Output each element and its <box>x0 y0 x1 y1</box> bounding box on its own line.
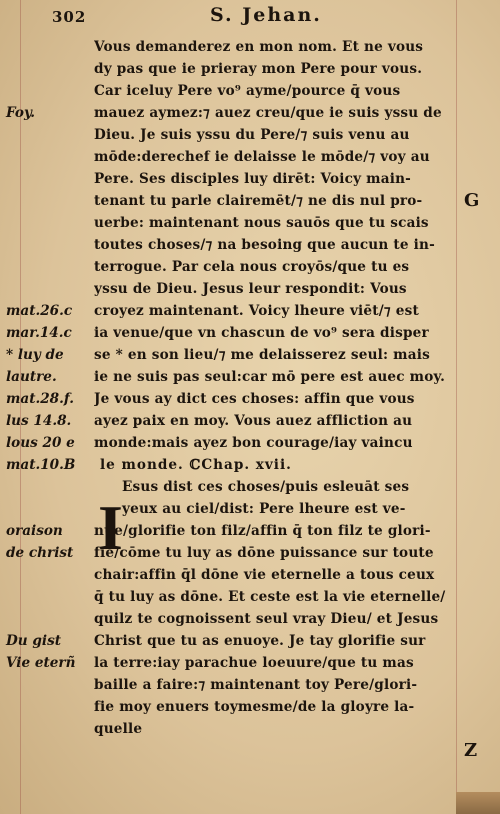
section-letter-mark: Z <box>464 740 478 761</box>
text-line: ie ne suis pas seul:car mō pere est auec moy. <box>94 369 446 385</box>
margin-note: de christ <box>6 545 74 561</box>
text-line: Esus dist ces choses/puis esleuāt ses <box>122 479 410 495</box>
margin-note: lautre. <box>6 369 57 385</box>
margin-note: * luy de <box>6 347 64 363</box>
text-line: baille a faire:⁊ maintenant toy Pere/glori- <box>94 677 418 693</box>
text-line: terrogue. Par cela nous croyōs/que tu es <box>94 259 410 275</box>
text-line: toutes choses/⁊ na besoing que aucun te in- <box>94 237 435 253</box>
text-line: quelle <box>94 721 143 737</box>
text-line: yeux au ciel/dist: Pere lheure est ve- <box>122 501 406 517</box>
text-line: Car iceluy Pere vo⁹ ayme/pource q̄ vous <box>94 83 401 99</box>
margin-note: mar.14.c <box>6 325 72 341</box>
main-text <box>94 36 456 740</box>
text-line: ia venue/que vn chascun de vo⁹ sera disper <box>94 325 429 341</box>
margin-note: Vie eterñ <box>6 655 76 671</box>
text-line: quilz te cognoissent seul vray Dieu/ et Jesus <box>94 611 439 627</box>
text-line: mōde:derechef ie delaisse le mōde/⁊ voy au <box>94 149 430 165</box>
text-line: Pere. Ses disciples luy dirēt: Voicy main- <box>94 171 412 187</box>
text-line: le monde. ℂChap. xvii. <box>100 457 292 473</box>
text-line: chair:affin q̄l dōne vie eternelle a tous ceux <box>94 567 435 583</box>
text-line: nue/glorifie ton filz/affin q̄ ton filz te glori- <box>94 523 431 539</box>
text-line: q̄ tu luy as dōne. Et ceste est la vie eternelle/ <box>94 589 446 605</box>
margin-note: lus 14.8. <box>6 413 72 429</box>
margin-rule <box>456 0 457 814</box>
text-line: la terre:iay parachue loeuure/que tu mas <box>94 655 414 671</box>
margin-note: mat.28.f. <box>6 391 74 407</box>
section-letter-mark: G <box>464 190 480 211</box>
page-header <box>0 4 500 32</box>
text-line: mauez aymez:⁊ auez creu/que ie suis yssu de <box>94 105 442 121</box>
text-line: yssu de Dieu. Jesus leur respondit: Vous <box>94 281 407 297</box>
text-line: uerbe: maintenant nous sauōs que tu scais <box>94 215 429 231</box>
text-line: fie moy enuers toymesme/de la gloyre la- <box>94 699 415 715</box>
page-number: 302 <box>52 8 87 26</box>
margin-note: lous 20 e <box>6 435 75 451</box>
margin-note: Foy. <box>6 105 36 121</box>
text-line: dy pas que ie prieray mon Pere pour vous. <box>94 61 423 77</box>
text-line: Christ que tu as enuoye. Je tay glorifie sur <box>94 633 426 649</box>
text-line: fie/cōme tu luy as dōne puissance sur toute <box>94 545 434 561</box>
drop-capital: I <box>98 492 123 563</box>
margin-note: oraison <box>6 523 63 539</box>
margin-note: mat.10.B <box>6 457 76 473</box>
margin-note: Du gist <box>6 633 62 649</box>
text-line: tenant tu parle clairemēt/⁊ ne dis nul pro- <box>94 193 423 209</box>
margin-note: mat.26.c <box>6 303 73 319</box>
text-line: Vous demanderez en mon nom. Et ne vous <box>94 39 424 55</box>
text-line: Dieu. Je suis yssu du Pere/⁊ suis venu au <box>94 127 410 143</box>
text-line: Je vous ay dict ces choses: affin que vous <box>94 391 415 407</box>
page-edge-tab <box>456 792 500 814</box>
text-line: se * en son lieu/⁊ me delaisserez seul: mais <box>94 347 430 363</box>
text-line: croyez maintenant. Voicy lheure viēt/⁊ est <box>94 303 419 319</box>
text-line: monde:mais ayez bon courage/iay vaincu <box>94 435 413 451</box>
text-line: ayez paix en moy. Vous auez affliction au <box>94 413 413 429</box>
running-title: S. Jehan. <box>210 4 322 26</box>
